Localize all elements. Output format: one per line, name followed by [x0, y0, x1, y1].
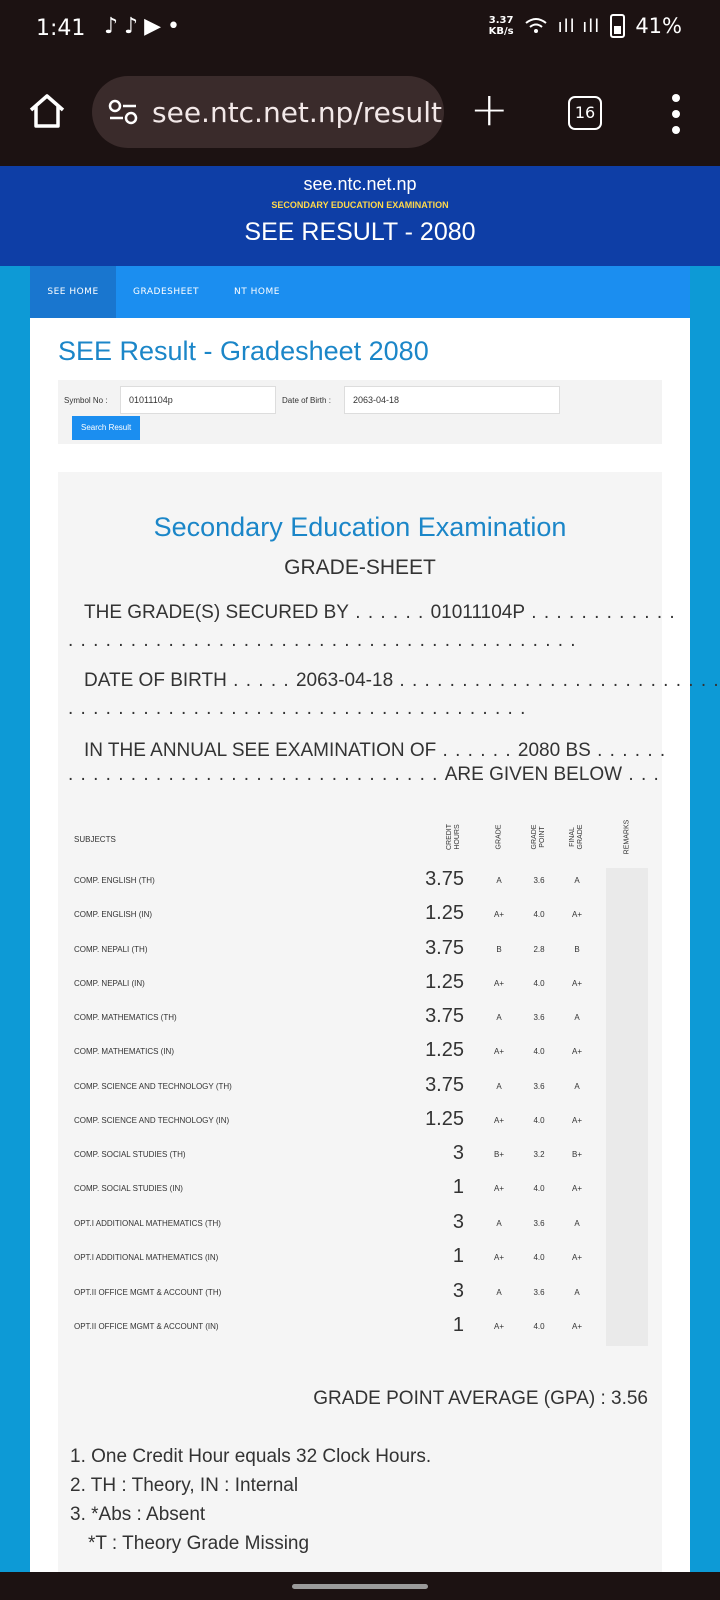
grade-cell: A+ — [493, 1047, 504, 1056]
battery-percent: 41% — [635, 14, 682, 38]
dob-input[interactable]: 2063-04-18 — [344, 386, 560, 414]
nav-see-home[interactable]: SEE HOME — [30, 266, 116, 318]
grade-cell: B — [496, 945, 502, 954]
search-result-button[interactable]: Search Result — [72, 416, 140, 440]
final-cell: A+ — [571, 979, 582, 988]
credit-cell: 3.75 — [425, 868, 464, 890]
table-row — [58, 1209, 662, 1243]
final-cell: A — [574, 1219, 580, 1228]
subject-cell: COMP. ENGLISH (IN) — [74, 910, 153, 919]
col-remarks-text: REMARKS — [623, 819, 630, 855]
nav-gradesheet[interactable]: GRADESHEET — [133, 287, 199, 297]
final-cell: A+ — [571, 1253, 582, 1262]
final-cell: A+ — [571, 1184, 582, 1193]
dotted-line: . . . . . . . . . . . . . . . . . . . . . . . . . . . . . . . . . . . . . — [68, 698, 527, 719]
credit-cell: 3 — [452, 1142, 464, 1164]
final-cell: B+ — [571, 1150, 582, 1159]
final-cell: A — [574, 876, 580, 885]
symbol-value: 01011104P — [430, 602, 525, 623]
point-cell: 3.6 — [533, 1013, 545, 1022]
point-cell: 4.0 — [533, 1047, 545, 1056]
network-speed — [489, 15, 514, 37]
status-right — [489, 14, 682, 38]
point-cell: 3.6 — [533, 1082, 545, 1091]
credit-cell: 1.25 — [425, 1039, 464, 1061]
new-tab-button[interactable]: + — [470, 82, 509, 136]
credit-cell: 1 — [452, 1314, 464, 1336]
point-cell: 4.0 — [533, 1116, 545, 1125]
point-cell: 4.0 — [533, 979, 545, 988]
table-row — [58, 900, 662, 934]
grade-sheet — [58, 472, 720, 1572]
status-time: 1:41 — [36, 16, 86, 41]
wifi-icon — [524, 16, 548, 36]
web-content — [0, 166, 720, 1572]
col-credit-hours — [434, 812, 474, 862]
tab-switcher-button[interactable]: 16 — [568, 96, 602, 130]
subject-cell: COMP. SCIENCE AND TECHNOLOGY (TH) — [74, 1082, 232, 1091]
credit-cell: 1 — [452, 1245, 464, 1267]
final-cell: A+ — [571, 1322, 582, 1331]
subject-cell: OPT.I ADDITIONAL MATHEMATICS (TH) — [74, 1219, 221, 1228]
network-speed-unit: KB/s — [488, 26, 514, 37]
exam-label: IN THE ANNUAL SEE EXAMINATION OF — [84, 740, 437, 761]
credit-cell: 1.25 — [425, 1108, 464, 1130]
table-row — [58, 969, 662, 1003]
sheet-subheading: GRADE-SHEET — [284, 556, 436, 579]
symbol-input[interactable]: 01011104p — [120, 386, 276, 414]
network-speed-value: 3.37 — [488, 15, 514, 26]
table-row — [58, 1072, 662, 1106]
search-form — [58, 380, 662, 444]
grade-cell: A+ — [493, 979, 504, 988]
signal-icon: ıll ıll — [557, 15, 601, 37]
final-cell: A — [574, 1288, 580, 1297]
table-row — [58, 1312, 662, 1346]
final-cell: A — [574, 1082, 580, 1091]
site-title: SEE RESULT - 2080 — [244, 218, 476, 246]
subject-cell: COMP. MATHEMATICS (TH) — [74, 1013, 177, 1022]
page-title: SEE Result - Gradesheet 2080 — [58, 336, 429, 366]
exam-line: IN THE ANNUAL SEE EXAMINATION OF . . . . . . 2080 BS . . . . . . — [84, 740, 667, 761]
final-cell: A — [574, 1013, 580, 1022]
site-settings-icon[interactable] — [106, 95, 140, 129]
given-below-line: . . . . . . . . . . . . . . . . . . . . . . . . . . . . . . ARE GIVEN BELOW . . . — [68, 764, 660, 785]
gpa-line — [313, 1388, 648, 1410]
notification-icons: ♪♪▶• — [104, 14, 186, 39]
point-cell: 3.6 — [533, 1288, 545, 1297]
credit-cell: 3.75 — [425, 1005, 464, 1027]
gpa-value: 3.56 — [611, 1388, 648, 1409]
table-row — [58, 935, 662, 969]
subject-cell: COMP. NEPALI (IN) — [74, 979, 145, 988]
subject-cell: COMP. MATHEMATICS (IN) — [74, 1047, 174, 1056]
col-final-grade — [557, 812, 597, 862]
secured-by-label: THE GRADE(S) SECURED BY — [84, 602, 349, 623]
nav-nt-home[interactable]: NT HOME — [234, 287, 280, 297]
point-cell: 4.0 — [533, 1184, 545, 1193]
home-icon[interactable] — [26, 90, 68, 132]
subject-cell: OPT.I ADDITIONAL MATHEMATICS (IN) — [74, 1253, 219, 1262]
final-cell: A+ — [571, 1116, 582, 1125]
url-text[interactable]: see.ntc.net.np/result — [152, 95, 442, 129]
grade-cell: A+ — [493, 1116, 504, 1125]
point-cell: 3.2 — [533, 1150, 545, 1159]
col-grade-text: GRADE — [495, 824, 502, 850]
credit-cell: 3 — [452, 1211, 464, 1233]
sheet-heading: Secondary Education Examination — [153, 512, 567, 542]
credit-cell: 1.25 — [425, 902, 464, 924]
point-cell: 2.8 — [533, 945, 545, 954]
site-nav — [30, 266, 690, 318]
note-item: 3. *Abs : Absent — [70, 1504, 206, 1525]
grade-cell: A — [496, 1288, 502, 1297]
subject-cell: COMP. SOCIAL STUDIES (TH) — [74, 1150, 186, 1159]
exam-year: 2080 BS — [517, 740, 591, 761]
table-row — [58, 1278, 662, 1312]
browser-toolbar — [0, 62, 720, 166]
dob-line: DATE OF BIRTH . . . . . 2063-04-18 . . . . . . . . . . . . . . . . . . . . . . . . . . — [84, 670, 720, 691]
credit-cell: 3.75 — [425, 1074, 464, 1096]
credit-cell: 1.25 — [425, 971, 464, 993]
grade-cell: A — [496, 1219, 502, 1228]
address-bar[interactable] — [92, 76, 444, 148]
point-cell: 3.6 — [533, 876, 545, 885]
point-cell: 3.6 — [533, 1219, 545, 1228]
table-row — [58, 1243, 662, 1277]
subject-cell: COMP. SOCIAL STUDIES (IN) — [74, 1184, 183, 1193]
grade-cell: A+ — [493, 910, 504, 919]
table-row — [58, 1037, 662, 1071]
point-cell: 4.0 — [533, 910, 545, 919]
system-nav-bar — [0, 1572, 720, 1600]
subject-cell: OPT.II OFFICE MGMT & ACCOUNT (TH) — [74, 1288, 222, 1297]
col-subjects: SUBJECTS — [74, 835, 116, 844]
final-cell: A+ — [571, 910, 582, 919]
secured-by-line: THE GRADE(S) SECURED BY . . . . . . 01011104P . . . . . . . . . . . . — [84, 602, 676, 623]
point-cell: 4.0 — [533, 1322, 545, 1331]
grade-cell: A+ — [493, 1322, 504, 1331]
col-grade — [479, 812, 519, 862]
dob-label: Date of Birth : — [282, 396, 331, 405]
subject-cell: OPT.II OFFICE MGMT & ACCOUNT (IN) — [74, 1322, 219, 1331]
credit-cell: 3.75 — [425, 937, 464, 959]
main-content — [30, 318, 720, 1572]
table-row — [58, 1174, 662, 1208]
site-domain: see.ntc.net.np — [303, 174, 417, 194]
battery-icon — [610, 14, 625, 38]
site-header — [0, 166, 720, 266]
col-remarks — [607, 812, 647, 862]
note-item: *T : Theory Grade Missing — [88, 1533, 310, 1554]
col-grade-point-text: GRADE POINT — [531, 824, 546, 850]
gesture-handle[interactable] — [292, 1584, 428, 1589]
grade-cell: A — [496, 1082, 502, 1091]
point-cell: 4.0 — [533, 1253, 545, 1262]
table-row — [58, 1003, 662, 1037]
final-cell: A+ — [571, 1047, 582, 1056]
grade-cell: A — [496, 1013, 502, 1022]
gpa-label: GRADE POINT AVERAGE (GPA) : — [313, 1388, 606, 1409]
final-cell: B — [574, 945, 580, 954]
notes — [70, 1442, 431, 1558]
table-row — [58, 866, 662, 900]
symbol-label: Symbol No : — [64, 396, 108, 405]
grade-cell: B+ — [493, 1150, 504, 1159]
grade-cell: A+ — [493, 1253, 504, 1262]
dotted-line: . . . . . . . . . . . . . . . . . . . . . . . . . . . . . . . . . . . . . . . . . — [68, 630, 577, 651]
subject-cell: COMP. ENGLISH (TH) — [74, 876, 155, 885]
col-credit-hours-text: CREDIT HOURS — [446, 823, 461, 851]
site-subtitle: SECONDARY EDUCATION EXAMINATION — [271, 200, 449, 210]
grade-cell: A+ — [493, 1184, 504, 1193]
col-grade-point — [519, 812, 559, 862]
col-final-grade-text: FINAL GRADE — [569, 824, 584, 850]
dob-label-sheet: DATE OF BIRTH — [84, 670, 227, 691]
given-below-text: ARE GIVEN BELOW — [444, 764, 623, 785]
subject-cell: COMP. NEPALI (TH) — [74, 945, 148, 954]
grade-cell: A — [496, 876, 502, 885]
note-item: 2. TH : Theory, IN : Internal — [70, 1475, 299, 1496]
subject-cell: COMP. SCIENCE AND TECHNOLOGY (IN) — [74, 1116, 230, 1125]
dob-value-sheet: 2063-04-18 — [295, 670, 394, 691]
credit-cell: 3 — [452, 1280, 464, 1302]
table-row — [58, 1140, 662, 1174]
note-item: 1. One Credit Hour equals 32 Clock Hours. — [70, 1446, 432, 1467]
browser-menu-icon[interactable] — [666, 94, 686, 134]
credit-cell: 1 — [452, 1176, 464, 1198]
table-row — [58, 1106, 662, 1140]
status-bar — [0, 0, 720, 62]
